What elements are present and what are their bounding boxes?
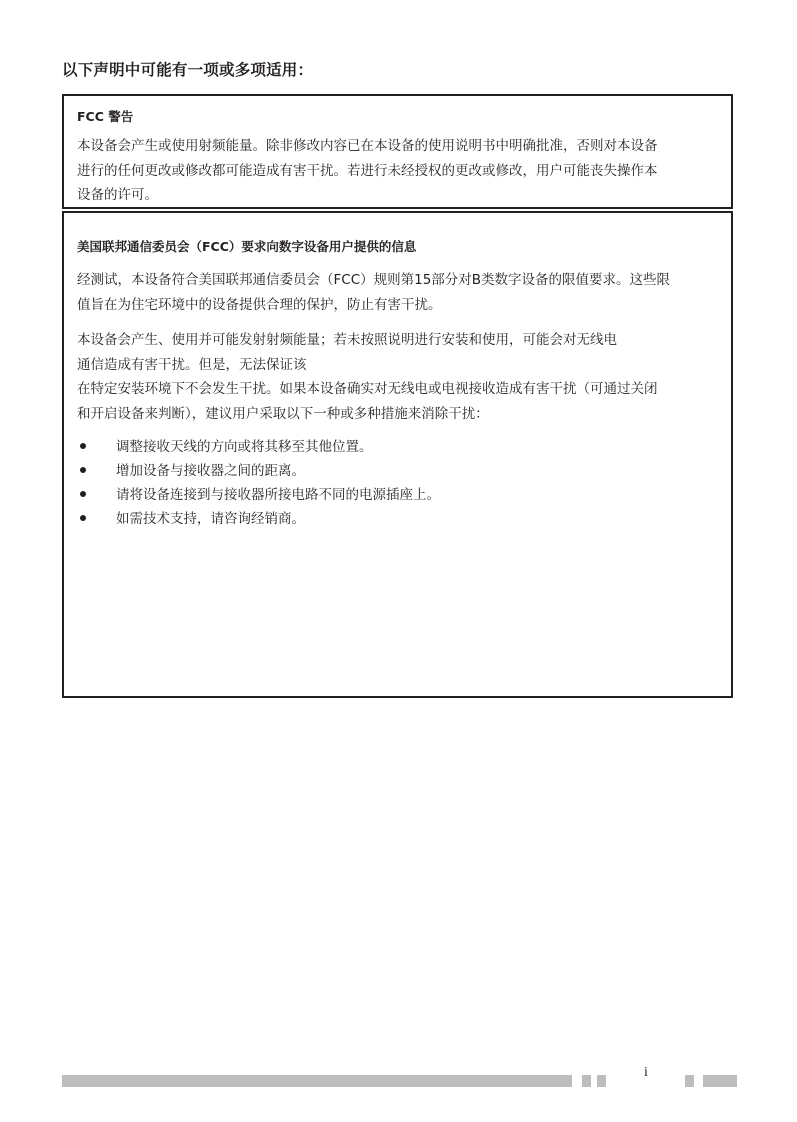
fcc-warning-title: FCC 警告	[77, 109, 134, 124]
list-item-text: 调整接收天线的方向或将其移至其他位置。	[116, 439, 373, 455]
text-line: 进行的任何更改或修改都可能造成有害干扰。若进行未经授权的更改或修改，用户可能丧失操作本	[77, 162, 658, 179]
bullet-icon	[80, 515, 86, 521]
text-line: 本设备会产生、使用并可能发射射频能量；若未按照说明进行安装和使用，可能会对无线电	[77, 332, 617, 348]
fcc-info-box	[62, 211, 733, 698]
list-item-text: 增加设备与接收器之间的距离。	[116, 463, 305, 479]
fcc-info-paragraph-2	[77, 328, 725, 426]
footer-bar-segment	[582, 1075, 591, 1087]
fcc-warning-box	[62, 94, 733, 209]
fcc-info-title: 美国联邦通信委员会（FCC）要求向数字设备用户提供的信息	[77, 239, 417, 254]
bullet-icon	[80, 491, 86, 497]
text-line: 值旨在为住宅环境中的设备提供合理的保护，防止有害干扰。	[77, 296, 442, 313]
footer-bar-segment	[685, 1075, 694, 1087]
list-item-text: 如需技术支持，请咨询经销商。	[116, 511, 305, 527]
text-line: 通信造成有害干扰。但是，无法保证该	[77, 356, 307, 373]
bullet-icon	[80, 443, 86, 449]
page-heading: 以下声明中可能有一项或多项适用：	[62, 61, 314, 79]
page-number: i	[644, 1065, 648, 1080]
list-item-text: 请将设备连接到与接收器所接电路不同的电源插座上。	[116, 487, 440, 503]
text-line: 在特定安装环境下不会发生干扰。如果本设备确实对无线电或电视接收造成有害干扰（可通过关闭	[77, 381, 658, 397]
text-line: 设备的许可。	[77, 187, 158, 203]
bullet-icon	[80, 467, 86, 473]
footer-bar-segment	[703, 1075, 737, 1087]
fcc-info-paragraph-1	[77, 268, 725, 317]
footer-bar-segment	[597, 1075, 606, 1087]
text-line: 经测试，本设备符合美国联邦通信委员会（FCC）规则第15部分对B类数字设备的限值要求。这些限	[77, 272, 671, 288]
footer-bar	[62, 1075, 572, 1087]
text-line: 和开启设备来判断），建议用户采取以下一种或多种措施来消除干扰：	[77, 405, 489, 422]
fcc-warning-text	[77, 134, 725, 208]
text-line: 本设备会产生或使用射频能量。除非修改内容已在本设备的使用说明书中明确批准，否则对本设备	[77, 138, 658, 154]
